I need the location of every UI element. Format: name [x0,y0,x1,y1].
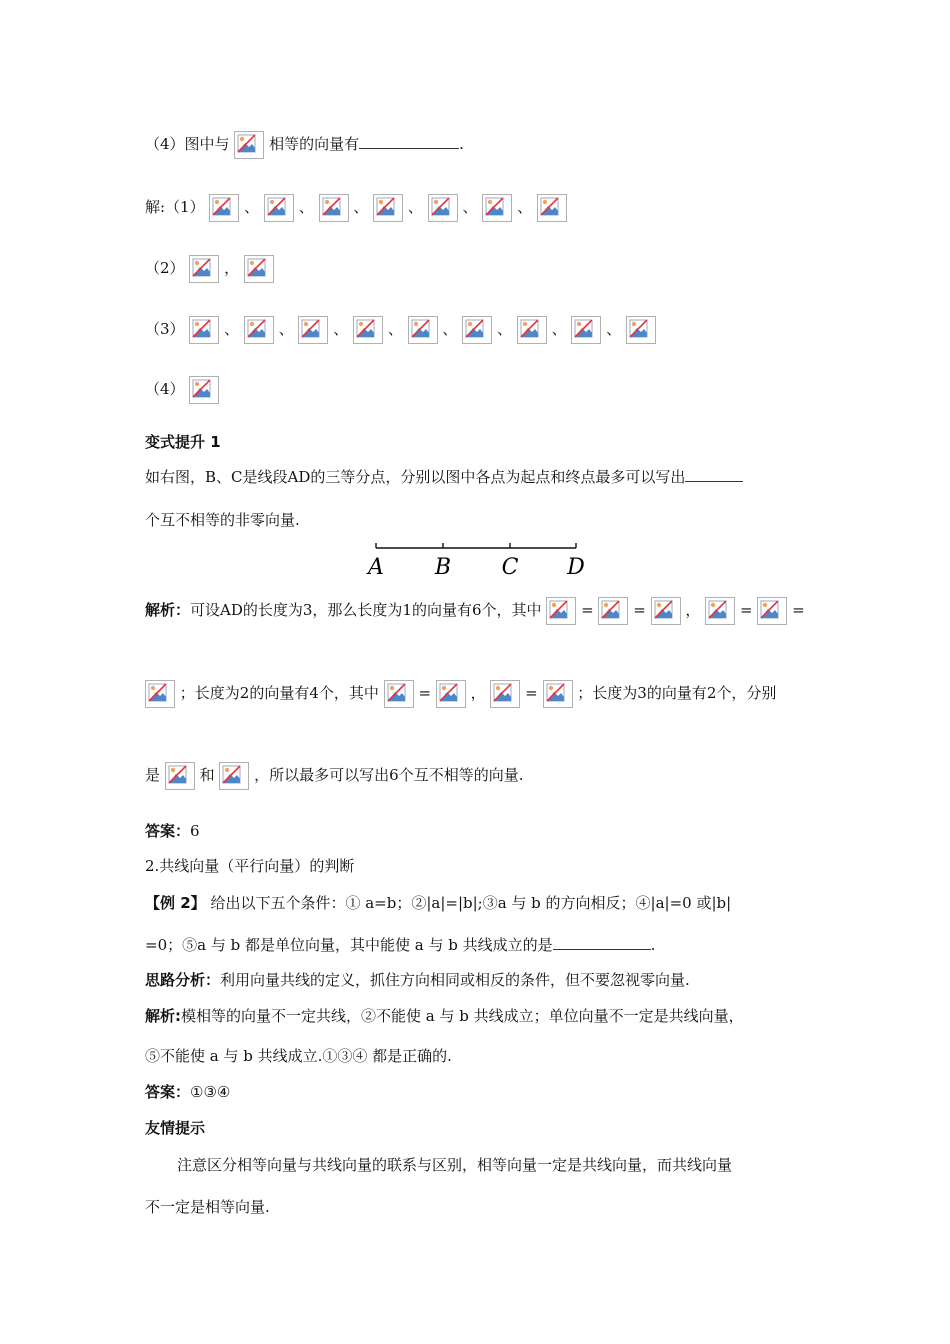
text: = [525,684,538,702]
text: 给出以下五个条件：① a=b；②|a|=|b|;③a 与 b 的方向相反；④|a|=0 或|b| [205,894,732,912]
analysis-line-3 [145,762,523,790]
text: （4） [145,380,185,398]
text: ， [685,601,701,619]
text: 如右图，B、C是线段AD的三等分点，分别以图中各点为起点和终点最多可以写出 [145,468,686,486]
text: 模相等的向量不一定共线，②不能使 a 与 b 共线成立；单位向量不一定是共线向量， [181,1007,744,1025]
broken-image-icon [264,194,294,222]
broken-image-icon [546,597,576,625]
answer-value: 6 [190,822,200,840]
broken-image-icon [145,680,175,708]
broken-image-icon [571,316,601,344]
text: =0；⑤a 与 b 都是单位向量，其中能使 a 与 b 共线成立的是 [145,936,553,954]
text: ；长度为3的向量有2个，分别 [577,684,777,702]
image-slot [348,320,388,338]
broken-image-icon [384,680,414,708]
text: 、 [353,198,369,216]
image-slot [538,684,578,702]
text: 、 [224,320,240,338]
image-slot [185,320,225,338]
image-slot [457,320,497,338]
image-slot [486,684,526,702]
answer-2 [145,1082,230,1102]
point-label-d: D [567,555,585,580]
broken-image-icon [209,194,239,222]
image-slot [512,320,552,338]
text: 、 [333,320,349,338]
text: ；长度为2的向量有4个，其中 [179,684,379,702]
image-slot [230,135,270,153]
broken-image-icon [537,194,567,222]
tip-title: 友情提示 [145,1119,206,1137]
broken-image-icon [436,680,466,708]
image-slot [239,320,279,338]
text: = [739,601,753,619]
text: ，所以最多可以写出6个互不相等的向量. [254,766,524,784]
broken-image-icon [543,680,573,708]
image-slot [215,766,255,784]
text: . [650,936,656,954]
broken-image-icon [428,194,458,222]
broken-image-icon [165,762,195,790]
image-slot [567,320,607,338]
broken-image-icon [189,316,219,344]
image-slot [542,601,582,619]
example-label: 【例 2】 [145,894,206,912]
broken-image-icon [234,131,264,159]
image-slot [259,198,299,216]
answer-label: 答案： [145,822,191,840]
text: 可设AD的长度为3，那么长度为1的向量有6个，其中 [190,601,542,619]
broken-image-icon [517,316,547,344]
analysis-label: 解析： [145,601,191,619]
solution-3 [145,316,656,344]
idea-analysis [145,970,690,990]
image-slot [594,601,634,619]
text: （2） [145,259,185,277]
text: 、 [244,198,260,216]
image-slot [368,198,408,216]
answer-label: 答案： [145,1083,191,1101]
image-slot [160,766,200,784]
broken-image-icon [319,194,349,222]
analysis-2-line-2: ⑤不能使 a 与 b 共线成立.①③④ 都是正确的. [145,1047,452,1065]
image-slot [753,601,793,619]
variant-question-line-2: 个互不相等的非零向量. [145,511,300,529]
broken-image-icon [244,255,274,283]
text: 、 [298,198,314,216]
broken-image-icon [490,680,520,708]
text: 、 [278,320,294,338]
point-label-c: C [501,555,519,580]
image-slot [403,320,443,338]
image-slot [185,259,225,277]
text: 、 [517,198,533,216]
text: 、 [387,320,403,338]
variant-title: 变式提升 1 [145,433,221,451]
tip-line-1: 注意区分相等向量与共线向量的联系与区别，相等向量一定是共线向量，而共线向量 [177,1156,733,1174]
example-2-line-2 [145,935,655,955]
segment-diagram [360,538,600,580]
broken-image-icon [219,762,249,790]
text: （4）图中与 [145,135,230,153]
text: 、 [442,320,458,338]
image-slot [145,684,180,702]
image-slot [700,601,740,619]
image-slot [478,198,518,216]
image-slot [294,320,334,338]
section-2-title: 2.共线向量（平行向量）的判断 [145,857,355,875]
tip-line-2: 不一定是相等向量. [145,1198,270,1216]
image-slot [205,198,245,216]
text: （3） [145,320,185,338]
text: ， [224,259,240,277]
text: . [459,135,464,153]
text: = [581,601,594,619]
text: 相等的向量有 [269,135,360,153]
broken-image-icon [482,194,512,222]
image-slot [239,259,274,277]
text: 、 [462,198,478,216]
point-label-b: B [434,555,452,580]
answer-value: ①③④ [190,1083,231,1101]
image-slot [431,684,471,702]
text: 、 [407,198,423,216]
example-2-line-1 [145,893,731,913]
analysis-label: 解析: [145,1007,181,1025]
broken-image-icon [353,316,383,344]
text: 和 [199,766,215,784]
answer-blank [553,947,651,950]
image-slot [646,601,686,619]
image-slot [423,198,463,216]
question-4 [145,131,464,159]
broken-image-icon [705,597,735,625]
broken-image-icon [189,376,219,404]
text: 利用向量共线的定义，抓住方向相同或相反的条件，但不要忽视零向量. [220,971,690,989]
analysis-line-2 [145,680,776,708]
idea-label: 思路分析： [145,971,221,989]
broken-image-icon [244,316,274,344]
solution-1 [145,194,567,222]
broken-image-icon [598,597,628,625]
text: 、 [606,320,622,338]
image-slot [185,380,220,398]
broken-image-icon [651,597,681,625]
image-slot [379,684,419,702]
broken-image-icon [626,316,656,344]
point-label-a: A [368,555,384,580]
text: 是 [145,766,161,784]
broken-image-icon [373,194,403,222]
text: ， [470,684,486,702]
image-slot [621,320,656,338]
answer-1 [145,821,200,841]
text: 、 [551,320,567,338]
answer-blank [359,146,459,149]
solution-2 [145,255,274,283]
solution-label: 解:（1） [145,198,205,216]
image-slot [532,198,567,216]
answer-blank [685,479,743,482]
image-slot [314,198,354,216]
text: = [633,601,646,619]
text: = [792,601,805,619]
broken-image-icon [189,255,219,283]
variant-question-line-1 [145,467,743,487]
text: 、 [497,320,513,338]
broken-image-icon [408,316,438,344]
solution-4 [145,376,219,404]
analysis-line-1 [145,597,805,625]
broken-image-icon [757,597,787,625]
text: = [418,684,432,702]
analysis-2-line-1 [145,1006,744,1026]
broken-image-icon [462,316,492,344]
broken-image-icon [298,316,328,344]
